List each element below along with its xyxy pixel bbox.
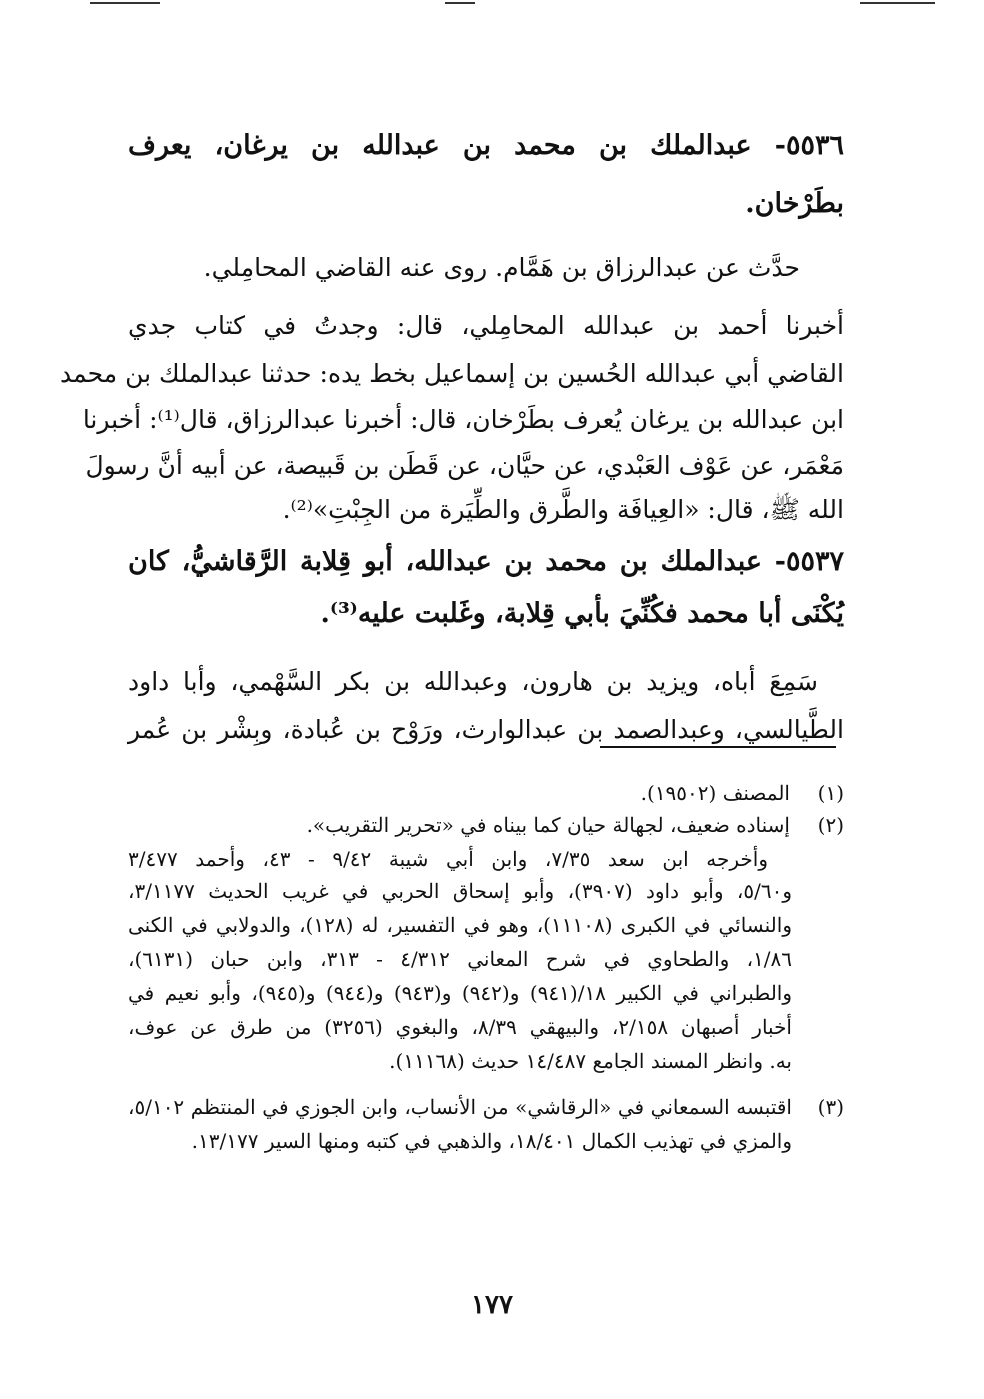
top-rule-left (90, 2, 160, 4)
footnote-2-line-1: إسناده ضعيف، لجهالة حيان كما بيناه في «تحرير التقريب». (306, 813, 790, 837)
entry-5536-body-line-3: القاضي أبي عبدالله الحُسين بن إسماعيل بخط يده: حدثنا عبدالملك بن محمد (60, 359, 844, 388)
top-rule-right (860, 2, 935, 4)
entry-5536-heading-line-1: ٥٥٣٦- عبدالملك بن محمد بن عبدالله بن يرغان، يعرف (128, 130, 844, 161)
footnote-1-number: (١) (817, 781, 844, 805)
entry-5536-body-line-1: حدَّث عن عبدالرزاق بن هَمَّام. روى عنه القاضي المحامِلي. (203, 253, 800, 282)
page-number: ١٧٧ (471, 1290, 513, 1320)
entry-5537-body-line-2: الطَّيالسي، وعبدالصمد بن عبدالوارث، ورَوْح بن عُبادة، وبِشْر بن عُمر (128, 715, 844, 744)
footnote-2-line-5: ١/٨٦، والطحاوي في شرح المعاني ٤/٣١٢ - ٣١٣، وابن حبان (٦١٣١)، (128, 947, 793, 971)
entry-5536-body-line-4: ابن عبدالله بن يرغان يُعرف بطَرْخان، قال: أخبرنا عبدالرزاق، قال⁽¹⁾: أخبرنا (82, 405, 844, 434)
entry-5536-body-line-6: الله ﷺ، قال: «العِيافَة والطَّرق والطِّيَرة من الجِبْتِ»⁽²⁾. (282, 495, 844, 524)
footnote-3-number: (٣) (817, 1095, 844, 1119)
entry-5537-body-line-1: سَمِعَ أباه، ويزيد بن هارون، وعبدالله بن بكر السَّهْمي، وأبا داود (128, 667, 818, 696)
footnote-2-line-6: والطبراني في الكبير ١٨/(٩٤١) و(٩٤٢) و(٩٤٣) و(٩٤٤) و(٩٤٥)، وأبو نعيم في (128, 981, 793, 1005)
footnote-2-line-4: والنسائي في الكبرى (١١١٠٨)، وهو في التفسير، له (١٢٨)، والدولابي في الكنى (128, 913, 792, 937)
entry-5536-body-line-5: مَعْمَر، عن عَوْف العَبْدي، عن حيَّان، عن قَطَن بن قَبيصة، عن أبيه أنَّ رسولَ (85, 451, 844, 480)
footnote-2-line-3: و٥/٦٠، وأبو داود (٣٩٠٧)، وأبو إسحاق الحربي في غريب الحديث ٣/١١٧٧، (128, 879, 792, 903)
footnote-2-line-7: أخبار أصبهان ٢/١٥٨، والبيهقي ٨/٣٩، والبغوي (٣٢٥٦) من طرق عن عوف، (128, 1015, 792, 1039)
footnote-2-number: (٢) (817, 813, 844, 837)
entry-5536-heading-line-2: بطَرْخان. (745, 188, 844, 219)
entry-5537-heading-line-1: ٥٥٣٧- عبدالملك بن محمد بن عبدالله، أبو قِلابة الرَّقاشيُّ، كان (128, 546, 844, 577)
footnote-1-line-1: المصنف (١٩٥٠٢). (640, 781, 790, 805)
footnote-2-line-8: به. وانظر المسند الجامع ١٤/٤٨٧ حديث (١١١٦٨). (389, 1049, 792, 1073)
footnote-3-line-2: والمزي في تهذيب الكمال ١٨/٤٠١، والذهبي في كتبه ومنها السير ١٣/١٧٧. (191, 1129, 792, 1153)
footnote-3-line-1: اقتبسه السمعاني في «الرقاشي» من الأنساب، وابن الجوزي في المنتظم ٥/١٠٢، (128, 1095, 792, 1119)
underline-mark (600, 746, 836, 748)
entry-5536-body-line-2: أخبرنا أحمد بن عبدالله المحامِلي، قال: وجدتُ في كتاب جدي (128, 311, 844, 340)
entry-5537-heading-line-2: يُكْنَى أبا محمد فكُنِّيَ بأبي قِلابة، وغَلبت عليه⁽³⁾. (320, 598, 844, 629)
footnote-2-line-2: وأخرجه ابن سعد ٧/٣٥، وابن أبي شيبة ٩/٤٢ - ٤٣، وأحمد ٣/٤٧٧ (128, 847, 768, 871)
top-rule-middle (445, 2, 475, 4)
